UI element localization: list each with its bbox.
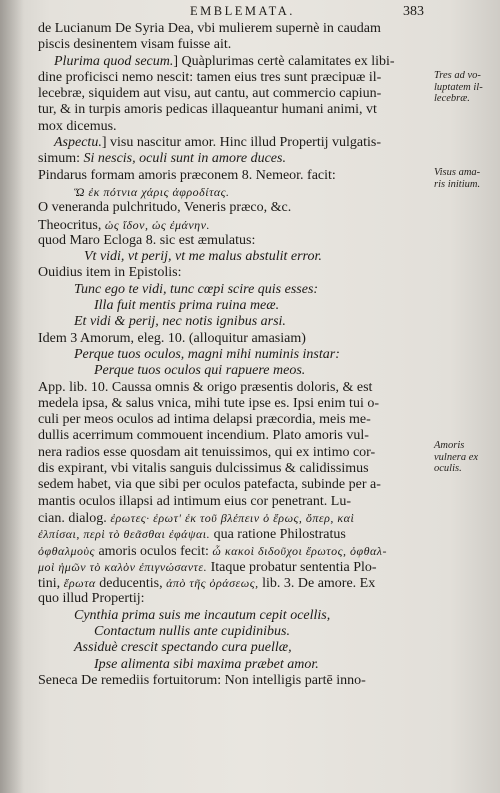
text-line: [38, 54, 428, 70]
text-line: [38, 428, 428, 444]
text-run: lib. 3. De amore. Ex: [258, 576, 376, 592]
italic-text: Contactum nullis ante cupidinibus.: [94, 623, 290, 639]
page-number: 383: [403, 4, 424, 19]
italic-text: Cynthia prima suis me incautum cepit ocellis,: [74, 607, 331, 623]
text-run: tini,: [38, 576, 64, 592]
text-run: lecebræ, siquidem aut visu, aut cantu, aut commercio capiun-: [38, 86, 382, 102]
text-line: [38, 86, 428, 102]
text-run: ] Quàplurimas certè calamitates ex libi-: [173, 53, 395, 69]
text-run: simum:: [38, 151, 84, 167]
italic-text: Et vidi & perij, nec notis ignibus arsi.: [74, 314, 286, 330]
text-line: [38, 575, 428, 591]
text-line: [38, 151, 428, 167]
text-line: [38, 640, 428, 656]
text-run: medela ipsa, & salus vnica, mihi tute ipse es. Ipsi enim tui o-: [38, 395, 379, 411]
text-line: [38, 673, 428, 689]
text-run: tur, & in turpis amoris pedicas illaqueantur humani animi, vt: [38, 102, 377, 118]
italic-text: Aspectu.: [54, 135, 102, 151]
text-line: [38, 347, 428, 363]
text-run: sedem habet, via que sibi per oculos patefacta, subinde per a-: [38, 477, 381, 493]
text-run: dis expirant, vbi vitalis sanguis dulcissimus & calidissimus: [38, 461, 369, 477]
text-run: dine proficisci nemo nescit: tamen eius tres sunt præcipuæ il-: [38, 69, 382, 85]
text-run: amoris oculos fecit:: [94, 543, 213, 559]
text-run: nera radios esse quosdam ait tenuissimos, qui ex intimo cor-: [38, 444, 376, 460]
text-line: [38, 168, 428, 184]
greek-text: ὡς ἴδον, ὡς ἐμάνην.: [104, 217, 210, 232]
text-line: [38, 543, 428, 559]
greek-text: ἐρωτες· ἐρωτ' ἐκ τοῦ βλέπειν ὁ ἔρως, ὅπερ, καὶ: [110, 510, 355, 525]
greek-text: ἔρωτα: [63, 576, 96, 591]
text-line: [38, 265, 428, 281]
italic-text: Perque tuos oculos, magni mihi numinis instar:: [74, 346, 340, 362]
text-line: [38, 461, 428, 477]
margin-note-line: luptatem il-: [434, 81, 483, 93]
text-run: App. lib. 10. Caussa omnis & origo præsentis doloris, & est: [38, 379, 373, 395]
text-run: Idem 3 Amorum, eleg. 10. (alloquitur amasiam): [38, 330, 306, 346]
text-line: [38, 445, 428, 461]
text-line: [38, 119, 428, 135]
text-line: [38, 363, 428, 379]
text-line: [38, 314, 428, 330]
text-run: mox dicemus.: [38, 118, 117, 134]
text-run: dullis acerrimum commouent incendium. Plato amoris vul-: [38, 428, 369, 444]
text-run: Seneca De remediis fortuitorum: Non intelligis partē inno-: [38, 672, 366, 688]
text-line: [38, 70, 428, 86]
text-line: [38, 494, 428, 510]
text-line: [38, 657, 428, 673]
text-run: qua ratione Philostratus: [210, 527, 346, 543]
text-line: [38, 477, 428, 493]
text-line: [38, 526, 428, 542]
text-line: [38, 559, 428, 575]
text-line: [38, 233, 428, 249]
text-line: [38, 21, 428, 37]
text-run: Pindarus formam amoris præconem 8. Nemeor. facit:: [38, 167, 336, 183]
binding-shadow: [0, 0, 24, 793]
text-line: [38, 200, 428, 216]
italic-text: Vt vidi, vt perij, vt me malus abstulit error.: [84, 249, 322, 265]
text-run: Theocritus,: [38, 217, 105, 233]
margin-note-1: [434, 70, 498, 105]
text-line: [38, 217, 428, 233]
margin-note-line: Amoris: [434, 440, 465, 451]
italic-text: Perque tuos oculos qui rapuere meos.: [94, 363, 306, 379]
greek-text: Ὥ ἐκ πότνια χάρις ἀφροδίτας.: [74, 184, 230, 199]
text-line: [38, 510, 428, 526]
greek-text: ὦ κακοὶ διδοῦχοι ἔρωτος, ὀφθαλ-: [212, 543, 387, 558]
text-line: [38, 380, 428, 396]
text-line: [38, 624, 428, 640]
italic-text: Si nescis, oculi sunt in amore duces.: [83, 151, 286, 167]
text-line: [38, 282, 428, 298]
margin-note-2: [434, 167, 498, 190]
margin-note-3: [434, 440, 498, 475]
text-run: piscis desinentem visam fuisse ait.: [38, 37, 232, 53]
margin-note-line: ris initium.: [434, 178, 481, 190]
greek-text: μοὶ ἡμῶν τὸ καλὸν ἐπιγνώσαντε.: [38, 559, 208, 574]
body-text: [38, 21, 428, 689]
text-line: [38, 37, 428, 53]
italic-text: Ipse alimenta sibi maxima præbet amor.: [94, 656, 319, 672]
italic-text: Plurima quod secum.: [54, 53, 174, 69]
text-line: [38, 298, 428, 314]
margin-note-line: lecebræ.: [434, 93, 470, 104]
text-run: quod Maro Ecloga 8. sic est æmulatus:: [38, 232, 256, 248]
running-title: EMBLEMATA.: [190, 4, 295, 18]
margin-note-line: Visus ama-: [434, 167, 481, 178]
text-line: [38, 608, 428, 624]
text-line: [38, 249, 428, 265]
text-line: [38, 331, 428, 347]
text-run: Itaque probatur sententia Plo-: [207, 559, 377, 575]
text-line: [38, 102, 428, 118]
text-line: [38, 591, 428, 607]
text-line: [38, 184, 428, 200]
margin-note-line: Tres ad vo-: [434, 70, 481, 81]
greek-text: ἐλπίσαι, περὶ τὸ θεᾶσθαι ἐφάψαι.: [38, 527, 211, 542]
text-run: O veneranda pulchritudo, Veneris præco, &c.: [38, 200, 292, 216]
margin-note-line: oculis.: [434, 463, 462, 474]
text-run: cian. dialog.: [38, 510, 111, 526]
greek-text: ὀφθαλμοὺς: [38, 543, 95, 558]
text-run: de Lucianum De Syria Dea, vbi mulierem supernè in caudam: [38, 21, 381, 36]
text-run: culi per meos oculos ad intima delapsi præcordia, meis me-: [38, 412, 371, 428]
running-header: [0, 4, 500, 22]
italic-text: Assiduè crescit spectando cura puellæ,: [74, 640, 292, 656]
margin-note-line: vulnera ex: [434, 451, 479, 463]
text-run: mantis oculos illapsi ad intimum eius cor penetrant. Lu-: [38, 493, 351, 509]
text-run: Ouidius item in Epistolis:: [38, 265, 182, 281]
text-line: [38, 412, 428, 428]
italic-text: Tunc ego te vidi, tunc cœpi scire quis esses:: [74, 281, 319, 297]
italic-text: Illa fuit mentis prima ruina meæ.: [94, 298, 280, 314]
greek-text: ἀπὸ τῆς ὁράσεως,: [166, 576, 259, 591]
text-line: [38, 396, 428, 412]
text-line: [38, 135, 428, 151]
text-run: ] visu nascitur amor. Hinc illud Propertij vulgatis-: [101, 135, 382, 151]
text-run: quo illud Propertij:: [38, 591, 145, 607]
text-run: deducentis,: [95, 576, 167, 592]
